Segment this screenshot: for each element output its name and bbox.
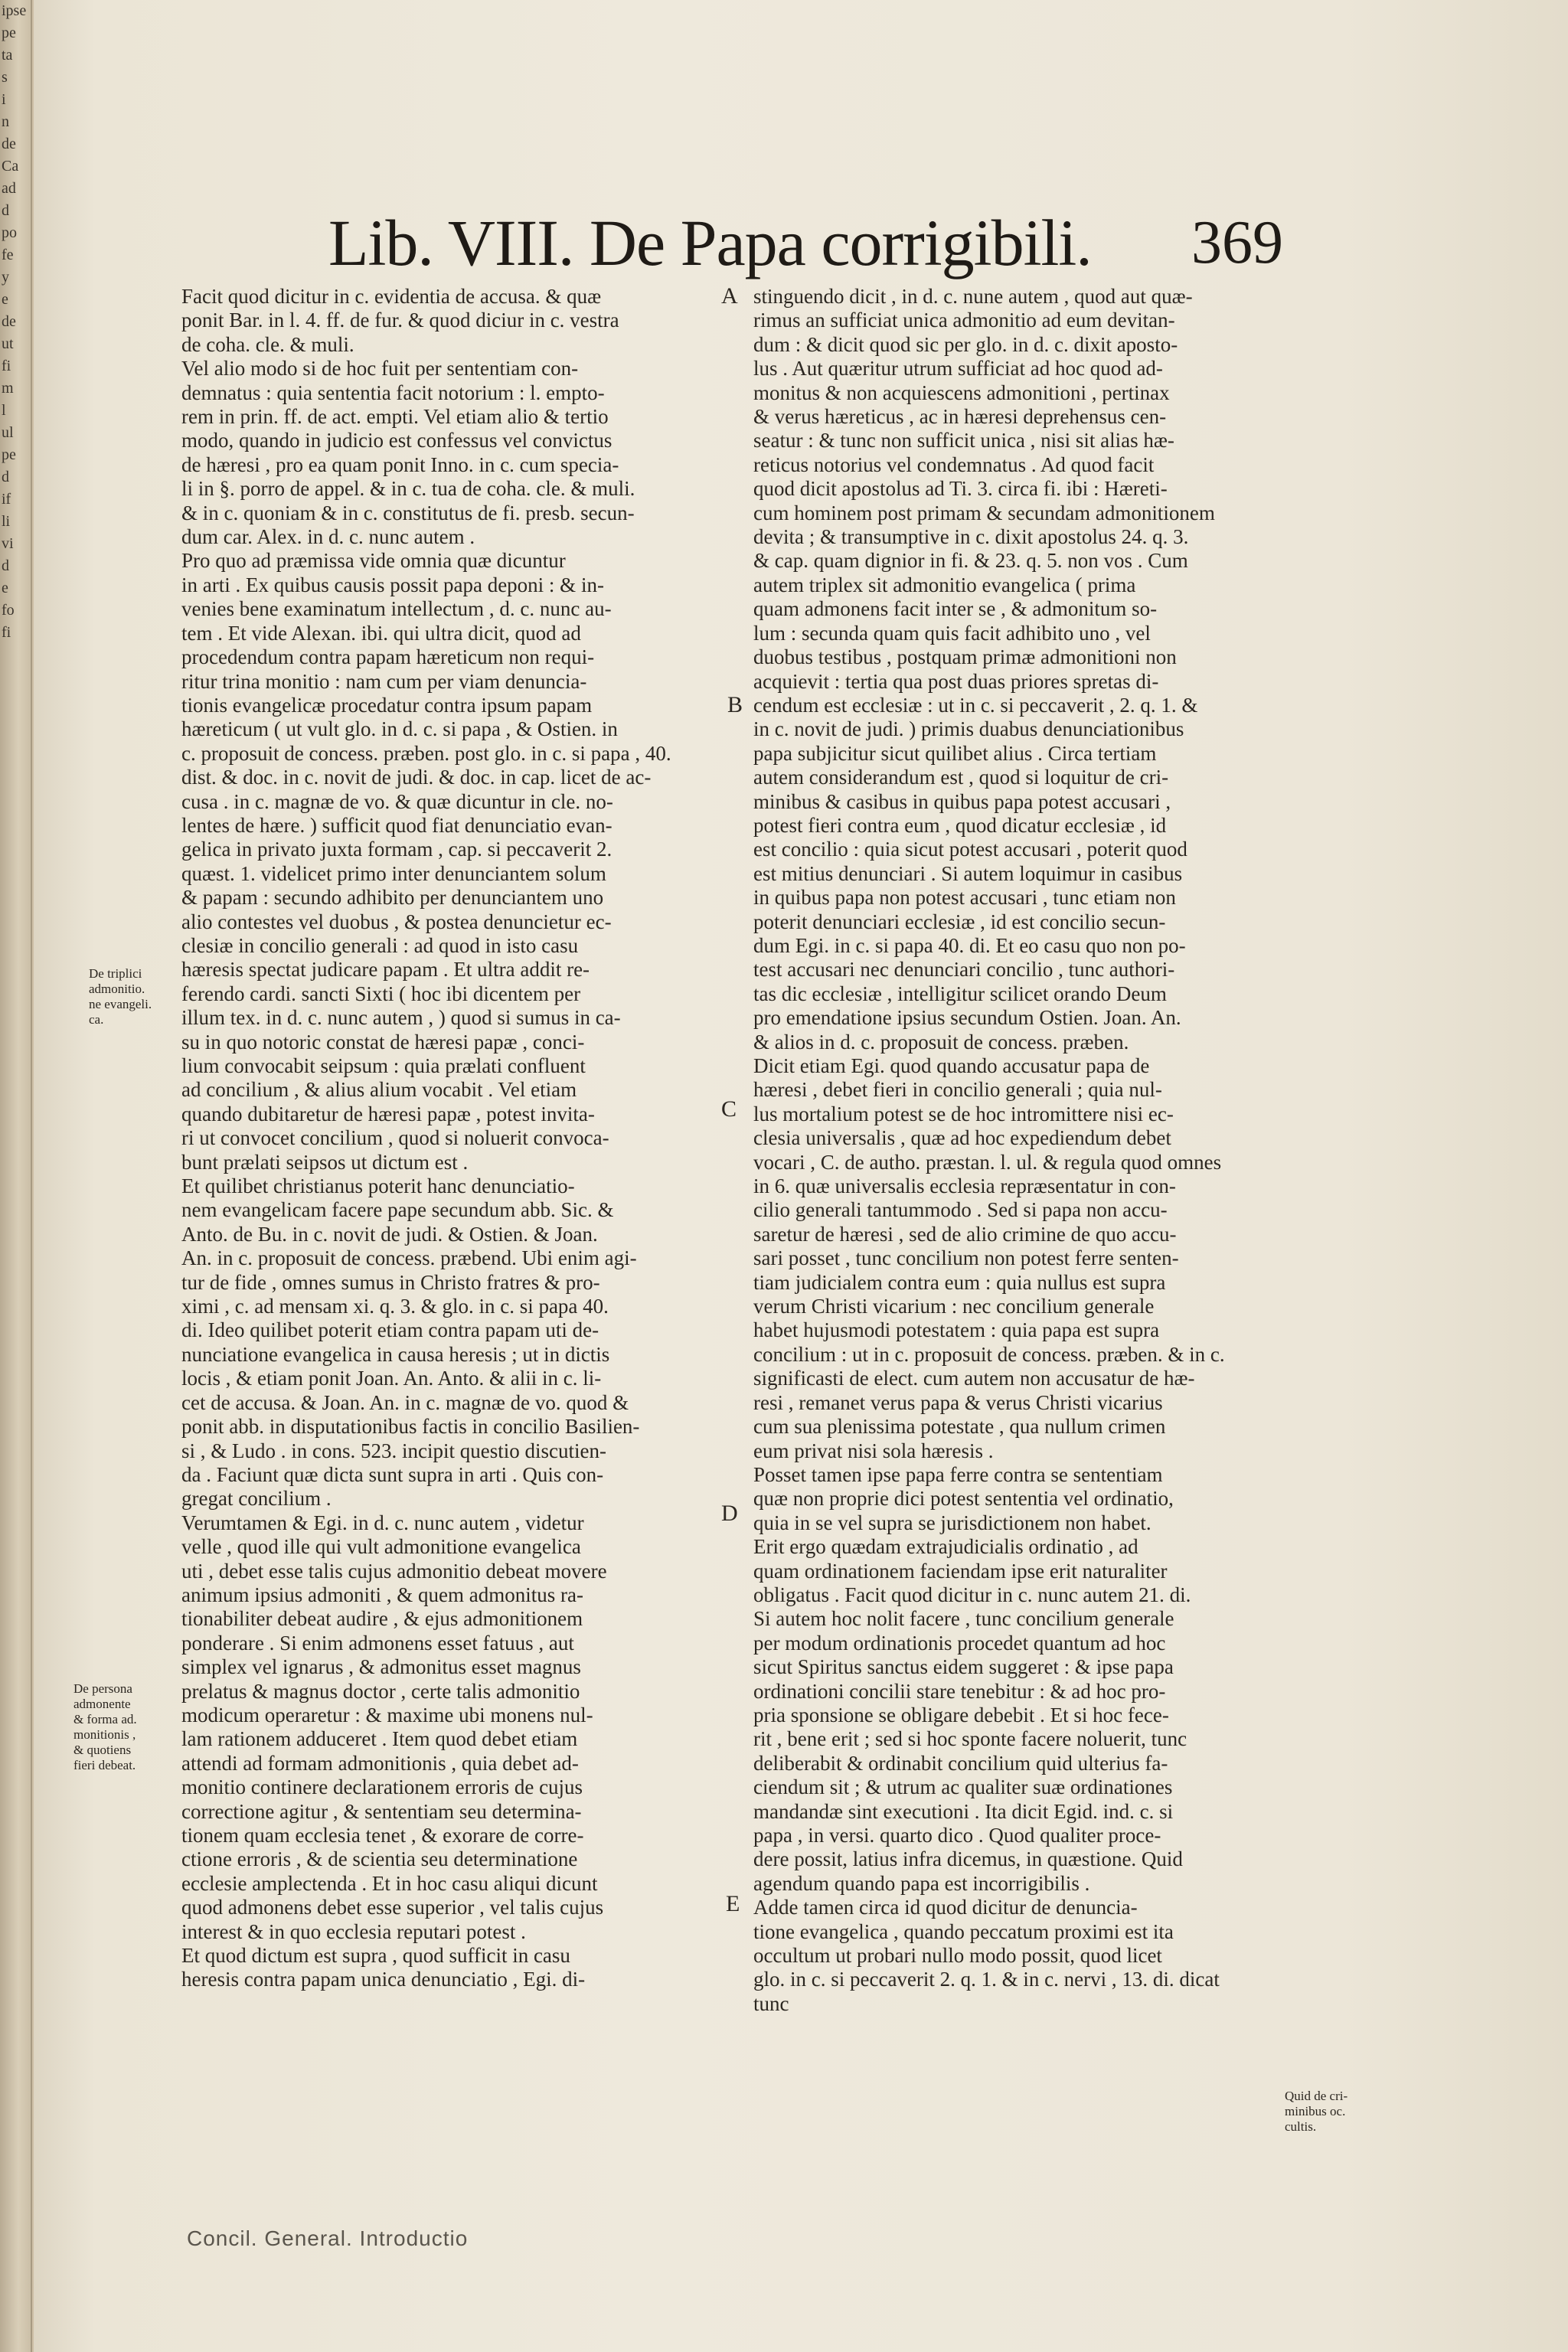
edge-fragment: y	[2, 269, 9, 286]
text-line: modo, quando in judicio est confessus vel convictus	[181, 429, 612, 452]
edge-fragment: pe	[2, 446, 16, 463]
text-line: eum privat nisi sola hæresis .	[753, 1439, 994, 1462]
margin-note-line: De persona	[74, 1681, 132, 1696]
text-line: significasti de elect. cum autem non accusatur de hæ-	[753, 1367, 1195, 1390]
text-line: monitus & non acquiescens admonitioni , pertinax	[753, 381, 1170, 404]
section-marker-c: C	[721, 1096, 737, 1122]
margin-note-line: De triplici	[89, 966, 142, 981]
text-line: de hæresi , pro ea quam ponit Inno. in c. cum specia-	[181, 452, 619, 476]
text-line: minibus & casibus in quibus papa potest accusari ,	[753, 789, 1171, 813]
margin-note-line: monitionis ,	[74, 1727, 136, 1742]
text-line: lum : secunda quam quis facit adhibito uno , vel	[753, 621, 1151, 645]
text-line: mandandæ sint executioni . Ita dicit Egid. ind. c. si	[753, 1799, 1174, 1823]
section-marker-a: A	[721, 283, 738, 309]
text-line: quando dubitaretur de hæresi papæ , potest invita-	[181, 1102, 595, 1125]
text-line: quæst. 1. videlicet primo inter denunciantem solum	[181, 861, 606, 885]
text-line: cum sua plenissima potestate , qua nullum crimen	[753, 1415, 1166, 1439]
text-line: glo. in c. si peccaverit 2. q. 1. & in c. nervi , 13. di. dicat	[753, 1968, 1220, 1991]
edge-fragment: e	[2, 580, 8, 596]
text-line: nunciatione evangelica in causa heresis ; ut in dictis	[181, 1342, 610, 1366]
text-line: sari posset , tunc concilium non potest ferre senten-	[753, 1246, 1179, 1270]
text-line: quam admonens facit inter se , & admonitum so-	[753, 597, 1158, 621]
margin-note-line: Quid de cri-	[1285, 2089, 1348, 2103]
text-line: pro emendatione ipsius secundum Ostien. Joan. An.	[753, 1006, 1181, 1030]
text-line: cilio generali tantummodo . Sed si papa non accu-	[753, 1198, 1168, 1222]
text-line: lium convocabit seipsum : quia prælati confluent	[181, 1054, 586, 1077]
text-line: quæ non proprie dici potest sententia vel ordinatio,	[753, 1487, 1174, 1511]
text-line: c. proposuit de concess. præben. post glo. in c. si papa , 40.	[181, 741, 671, 765]
book-page	[34, 0, 1568, 2352]
text-line: tem . Et vide Alexan. ibi. qui ultra dicit, quod ad	[181, 621, 581, 645]
margin-note-line: & quotiens	[74, 1743, 132, 1757]
text-line: in quibus papa non potest accusari , tunc etiam non	[753, 886, 1176, 910]
text-line: lus . Aut quæritur utrum sufficiat ad hoc quod ad-	[753, 357, 1163, 381]
text-line: locis , & etiam ponit Joan. An. Anto. & alii in c. li-	[181, 1367, 602, 1390]
text-line: Erit ergo quædam extrajudicialis ordinatio , ad	[753, 1535, 1138, 1559]
margin-note-line: & forma ad.	[74, 1712, 137, 1726]
margin-note-line: cultis.	[1285, 2119, 1317, 2134]
text-line: in arti . Ex quibus causis possit papa deponi : & in-	[181, 573, 604, 596]
text-line: autem considerandum est , quod si loquitur de cri-	[753, 766, 1169, 789]
text-line: Verumtamen & Egi. in d. c. nunc autem , videtur	[181, 1511, 584, 1534]
text-line: hæresis spectat judicare papam . Et ultra addit re-	[181, 958, 590, 982]
text-line: ordinationi concilii stare tenebitur : & ad hoc pro-	[753, 1679, 1166, 1703]
edge-fragment: de	[2, 136, 16, 152]
text-line: ad concilium , & alius alium vocabit . Vel etiam	[181, 1078, 577, 1102]
text-line: illum tex. in d. c. nunc autem , ) quod si sumus in ca-	[181, 1006, 621, 1030]
text-line: monitio continere declarationem erroris de cujus	[181, 1775, 583, 1799]
text-line: clesia universalis , quæ ad hoc expediendum debet	[753, 1126, 1171, 1150]
text-line: uti , debet esse talis cujus admonitio debeat movere	[181, 1559, 607, 1583]
text-line: tunc	[753, 1991, 789, 2015]
text-line: quam ordinationem faciendam ipse erit naturaliter	[753, 1559, 1168, 1583]
text-line: tiam judicialem contra eum : quia nullus est supra	[753, 1270, 1166, 1294]
text-line: ponit abb. in disputationibus factis in concilio Basilien-	[181, 1415, 640, 1439]
text-line: li in §. porro de appel. & in c. tua de coha. cle. & muli.	[181, 477, 635, 501]
text-line: cendum est ecclesiæ : ut in c. si peccaverit , 2. q. 1. &	[753, 693, 1198, 717]
margin-note-line: minibus oc.	[1285, 2104, 1346, 2118]
text-line: potest fieri contra eum , quod dicatur ecclesiæ , id	[753, 813, 1167, 837]
text-line: su in quo notoric constat de hæresi papæ , conci-	[181, 1030, 585, 1054]
text-line: correctione agitur , & sententiam seu determina-	[181, 1799, 582, 1823]
text-line: est mitius denunciari . Si autem loquimur in casibus	[753, 861, 1183, 885]
text-line: agendum quando papa est incorrigibilis .	[753, 1871, 1090, 1895]
text-line: heresis contra papam unica denunciatio , Egi. di-	[181, 1968, 586, 1991]
edge-fragment: fe	[2, 247, 14, 263]
text-line: ximi , c. ad mensam xi. q. 3. & glo. in c. si papa 40.	[181, 1295, 609, 1318]
text-line: papa subjicitur sicut quilibet alius . Circa tertiam	[753, 741, 1157, 765]
text-line: ponit Bar. in l. 4. ff. de fur. & quod diciur in c. vestra	[181, 309, 619, 332]
text-line: Posset tamen ipse papa ferre contra se sententiam	[753, 1462, 1163, 1486]
text-line: acquievit : tertia qua post duas priores spretas di-	[753, 669, 1159, 693]
text-line: Anto. de Bu. in c. novit de judi. & Ostien. & Joan.	[181, 1222, 598, 1246]
edge-fragment: if	[2, 491, 11, 508]
text-line: tione evangelica , quando peccatum proximi est ita	[753, 1919, 1174, 1943]
previous-page-edge	[0, 0, 32, 2352]
text-line: modicum operaretur : & maxime ubi monens nul-	[181, 1703, 593, 1726]
text-line: Et quilibet christianus poterit hanc denunciatio-	[181, 1174, 575, 1198]
margin-note-line: ca.	[89, 1012, 104, 1027]
text-line: & in c. quoniam & in c. constitutus de fi. presb. secun-	[181, 501, 635, 524]
text-line: dum Egi. in c. si papa 40. di. Et eo casu quo non po-	[753, 933, 1186, 957]
text-line: papa , in versi. quarto dico . Quod qualiter proce-	[753, 1824, 1161, 1847]
text-line: lus mortalium potest se de hoc intromittere nisi ec-	[753, 1102, 1174, 1125]
text-line: dum car. Alex. in d. c. nunc autem .	[181, 525, 475, 549]
text-line: ferendo cardi. sancti Sixti ( hoc ibi dicentem per	[181, 982, 581, 1005]
page-number: 369	[1191, 209, 1283, 276]
text-line: per modum ordinationis procedet quantum ad hoc	[753, 1631, 1166, 1655]
section-marker-d: D	[721, 1501, 738, 1526]
margin-note-triplici	[89, 966, 152, 1027]
edge-fragment: vi	[2, 535, 14, 552]
page-title: Lib. VIII. De Papa corrigibili.	[328, 206, 1092, 279]
edge-fragment: d	[2, 202, 9, 219]
text-line: occultum ut probari nullo modo possit, quod licet	[753, 1944, 1162, 1968]
text-line: dum : & dicit quod sic per glo. in d. c. dixit aposto-	[753, 332, 1178, 356]
text-line: saretur de hæresi , sed de alio crimine de quo accu-	[753, 1222, 1177, 1246]
text-line: hæresi , debet fieri in concilio generali ; quia nul-	[753, 1078, 1162, 1102]
edge-fragment: fi	[2, 358, 11, 374]
edge-fragment: ut	[2, 335, 14, 352]
text-line: simplex vel ignarus , & admonitus esset magnus	[181, 1655, 581, 1679]
edge-fragment: fo	[2, 602, 15, 619]
text-line: cet de accusa. & Joan. An. in c. magnæ de vo. quod &	[181, 1390, 629, 1414]
edge-fragment: Ca	[2, 158, 19, 175]
edge-fragment: fi	[2, 624, 11, 641]
section-marker-b: B	[727, 692, 743, 717]
text-line: concilium : ut in c. proposuit de concess. præben. & in c.	[753, 1342, 1225, 1366]
running-header	[34, 201, 1568, 285]
text-line: reticus notorius vel condemnatus . Ad quod facit	[753, 452, 1155, 476]
text-line: & alios in d. c. proposuit de concess. præben.	[753, 1030, 1129, 1054]
text-line: cum hominem post primam & secundam admonitionem	[753, 501, 1215, 524]
text-line: da . Faciunt quæ dicta sunt supra in arti . Quis con-	[181, 1462, 604, 1486]
text-line: attendi ad formam admonitionis , quia debet ad-	[181, 1751, 579, 1775]
text-line: verum Christi vicarium : nec concilium generale	[753, 1295, 1155, 1318]
text-line: Si autem hoc nolit facere , tunc concilium generale	[753, 1607, 1174, 1631]
margin-note-line: ne evangeli.	[89, 997, 152, 1011]
text-line: devita ; & transumptive in c. dixit apostolus 24. q. 3.	[753, 525, 1189, 549]
footer-signature: Concil. General. Introductio	[187, 2226, 469, 2250]
text-line: pria sponsione se obligare debebit . Et si hoc fece-	[753, 1703, 1169, 1726]
text-line: ciendum sit ; & utrum ac qualiter suæ ordinationes	[753, 1775, 1173, 1799]
text-line: ri ut convocet concilium , quod si noluerit convoca-	[181, 1126, 609, 1150]
text-line: An. in c. proposuit de concess. præbend. Ubi enim agi-	[181, 1246, 637, 1270]
text-line: ctione erroris , & de scientia seu determinatione	[181, 1847, 578, 1871]
text-line: obligatus . Facit quod dicitur in c. nunc autem 21. di.	[753, 1583, 1191, 1606]
text-line: sicut Spiritus sanctus eidem suggeret : & ipse papa	[753, 1655, 1174, 1679]
text-line: stinguendo dicit , in d. c. nune autem , quod aut quæ-	[753, 285, 1193, 308]
edge-fragment: de	[2, 313, 16, 330]
edge-fragment: i	[2, 91, 6, 108]
edge-fragment: m	[2, 380, 14, 397]
text-line: in 6. quæ universalis ecclesia repræsentatur in con-	[753, 1174, 1176, 1198]
text-line: seatur : & tunc non sufficit unica , nisi sit alias hæ-	[753, 429, 1174, 452]
text-line: procedendum contra papam hæreticum non requi-	[181, 645, 595, 669]
text-line: ecclesie amplectenda . Et in hoc casu aliqui dicunt	[181, 1871, 598, 1895]
text-line: velle , quod ille qui vult admonitione evangelica	[181, 1535, 581, 1559]
text-line: Vel alio modo si de hoc fuit per sententiam con-	[181, 357, 579, 381]
text-line: quod admonens debet esse superior , vel talis cujus	[181, 1896, 604, 1919]
text-line: lam rationem adduceret . Item quod debet etiam	[181, 1727, 578, 1751]
edge-fragment: ipse	[2, 2, 27, 19]
text-line: rem in prin. ff. de act. empti. Vel etiam alio & tertio	[181, 405, 609, 429]
edge-fragment: ta	[2, 47, 13, 64]
edge-fragment: e	[2, 291, 8, 308]
text-line: dere possit, latius infra dicemus, in quæstione. Quid	[753, 1847, 1183, 1871]
text-line: Pro quo ad præmissa vide omnia quæ dicuntur	[181, 549, 566, 573]
margin-note-line: admonitio.	[89, 982, 145, 996]
right-column	[753, 285, 1289, 2016]
text-line: nem evangelicam facere pape secundum abb. Sic. &	[181, 1198, 614, 1222]
text-line: venies bene examinatum intellectum , d. c. nunc au-	[181, 597, 612, 621]
text-line: cusa . in c. magnæ de vo. & quæ dicuntur in cle. no-	[181, 789, 613, 813]
text-line: quod dicit apostolus ad Ti. 3. circa fi. ibi : Hæreti-	[753, 477, 1168, 501]
text-line: est concilio : quia sicut potest accusari , poterit quod	[753, 838, 1187, 861]
edge-fragment: s	[2, 69, 8, 86]
left-column	[181, 285, 717, 1992]
text-line: tionem quam ecclesia tenet , & exorare de corre-	[181, 1824, 584, 1847]
text-line: gelica in privato juxta formam , cap. si peccaverit 2.	[181, 838, 612, 861]
text-line: animum ipsius admoniti , & quem admonitus ra-	[181, 1583, 583, 1606]
text-line: tionabiliter debeat audire , & ejus admonitionem	[181, 1607, 583, 1631]
text-line: lentes de hære. ) sufficit quod fiat denunciatio evan-	[181, 813, 612, 837]
text-line: & cap. quam dignior in fi. & 23. q. 5. non vos . Cum	[753, 549, 1188, 573]
text-line: Adde tamen circa id quod dicitur de denuncia-	[753, 1896, 1138, 1919]
edge-fragment: n	[2, 113, 9, 130]
text-line: Et quod dictum est supra , quod sufficit in casu	[181, 1944, 570, 1968]
text-line: ritur trina monitio : nam cum per viam denuncia-	[181, 669, 587, 693]
margin-note-line: fieri debeat.	[74, 1758, 136, 1772]
text-line: tionis evangelicæ procedatur contra ipsum papam	[181, 693, 593, 717]
text-line: quia in se vel supra se jurisdictionem non habet.	[753, 1511, 1152, 1534]
edge-fragment: ad	[2, 180, 16, 197]
text-line: di. Ideo quilibet poterit etiam contra papam uti de-	[181, 1318, 599, 1342]
text-line: de coha. cle. & muli.	[181, 332, 354, 356]
text-line: Dicit etiam Egi. quod quando accusatur papa de	[753, 1054, 1150, 1077]
text-line: clesiæ in concilio generali : ad quod in isto casu	[181, 933, 579, 957]
edge-fragment: l	[2, 402, 6, 419]
edge-fragment: po	[2, 224, 17, 241]
text-line: interest & in quo ecclesia reputari potest .	[181, 1919, 526, 1943]
text-line: resi , remanet verus papa & verus Christi vicarius	[753, 1390, 1163, 1414]
edge-fragment: pe	[2, 24, 16, 41]
text-line: rimus an sufficiat unica admonitio ad eum devitan-	[753, 309, 1175, 332]
text-line: hæreticum ( ut vult glo. in d. c. si papa , & Ostien. in	[181, 717, 618, 741]
text-line: in c. novit de judi. ) primis duabus denunciationibus	[753, 717, 1184, 741]
text-line: gregat concilium .	[181, 1487, 332, 1511]
edge-fragment: li	[2, 513, 11, 530]
text-line: si , & Ludo . in cons. 523. incipit questio discutien-	[181, 1439, 606, 1462]
text-line: duobus testibus , postquam primæ admonitioni non	[753, 645, 1177, 669]
text-line: dist. & doc. in c. novit de judi. & doc. in cap. licet de ac-	[181, 766, 652, 789]
edge-fragment: ul	[2, 424, 14, 441]
text-line: rit , bene erit ; sed si hoc sponte facere noluerit, tunc	[753, 1727, 1187, 1751]
text-line: demnatus : quia sententia facit notorium : l. empto-	[181, 381, 605, 404]
text-line: autem triplex sit admonitio evangelica ( prima	[753, 573, 1136, 596]
text-line: Facit quod dicitur in c. evidentia de accusa. & quæ	[181, 285, 602, 308]
margin-note-line: admonente	[74, 1697, 131, 1711]
text-line: bunt prælati seipsos ut dictum est .	[181, 1150, 469, 1174]
text-line: habet hujusmodi potestatem : quia papa est supra	[753, 1318, 1160, 1342]
edge-fragment: d	[2, 469, 9, 485]
section-marker-e: E	[726, 1891, 740, 1916]
edge-fragment: d	[2, 557, 9, 574]
text-line: deliberabit & ordinabit concilium quid ulterius fa-	[753, 1751, 1168, 1775]
text-line: alio contestes vel duobus , & postea denuncietur ec-	[181, 910, 612, 933]
text-line: ponderare . Si enim admonens esset fatuus , aut	[181, 1631, 574, 1655]
text-line: tas dic ecclesiæ , intelligitur scilicet orando Deum	[753, 982, 1167, 1005]
text-line: poterit denunciari ecclesiæ , id est concilio secun-	[753, 910, 1166, 933]
text-line: prelatus & magnus doctor , certe talis admonitio	[181, 1679, 580, 1703]
text-line: & verus hæreticus , ac in hæresi deprehensus cen-	[753, 405, 1167, 429]
text-line: vocari , C. de autho. præstan. l. ul. & regula quod omnes	[753, 1150, 1222, 1174]
margin-note-criminibus	[1285, 2089, 1348, 2135]
text-line: & papam : secundo adhibito per denunciantem uno	[181, 886, 604, 910]
text-line: test accusari nec denunciari concilio , tunc authori-	[753, 958, 1175, 982]
text-line: tur de fide , omnes sumus in Christo fratres & pro-	[181, 1270, 600, 1294]
margin-note-persona	[74, 1681, 137, 1773]
